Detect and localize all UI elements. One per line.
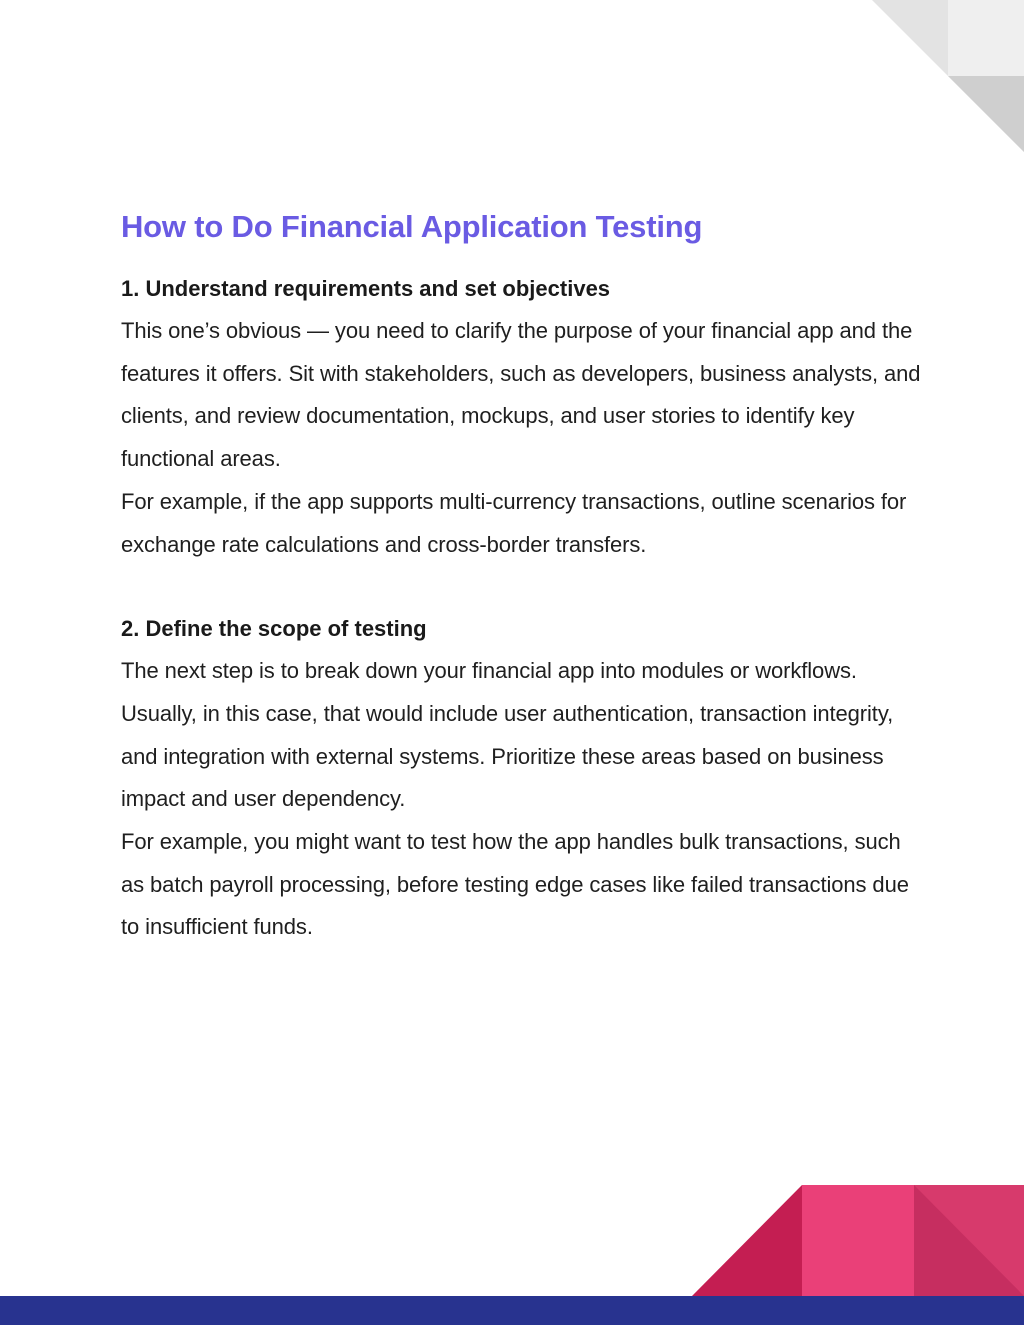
section-define-scope xyxy=(121,608,921,949)
section-example-paragraph: For example, if the app supports multi-currency transactions, outline scenarios for exchange rate calculations and cross-border transfers. xyxy=(121,488,907,557)
section-heading: 1. Understand requirements and set objectives xyxy=(121,276,611,301)
footer-bar xyxy=(0,1296,1024,1325)
corner-fold-square xyxy=(948,0,1024,76)
section-heading: 2. Define the scope of testing xyxy=(121,616,427,642)
corner-fold-light xyxy=(872,0,1024,152)
accent-crimson-triangle xyxy=(692,1185,802,1296)
section-paragraph: This one’s obvious — you need to clarify the purpose of your financial app and the features it offers. Sit with stakeholders, such as developers, business analysts, and clients, and review documentation, mockups, and user stories to identify key functional areas. xyxy=(121,318,921,472)
accent-magenta-block xyxy=(914,1185,1024,1296)
accent-pink-block xyxy=(802,1185,914,1296)
document-title: How to Do Financial Application Testing xyxy=(121,209,703,244)
accent-magenta-shade xyxy=(914,1185,1024,1296)
section-understand-requirements xyxy=(121,268,921,566)
document-body xyxy=(121,200,921,949)
section-example-paragraph: For example, you might want to test how the app handles bulk transactions, such as batch payroll processing, before testing edge cases like failed transactions due to insufficient funds. xyxy=(121,829,909,940)
section-paragraph: The next step is to break down your financial app into modules or workflows. Usually, in this case, that would include user authentication, transaction integrity, and integration with external systems. Prioritize these areas based on business impact and user dependency. xyxy=(121,658,894,812)
corner-fold-shadow xyxy=(948,76,1024,152)
